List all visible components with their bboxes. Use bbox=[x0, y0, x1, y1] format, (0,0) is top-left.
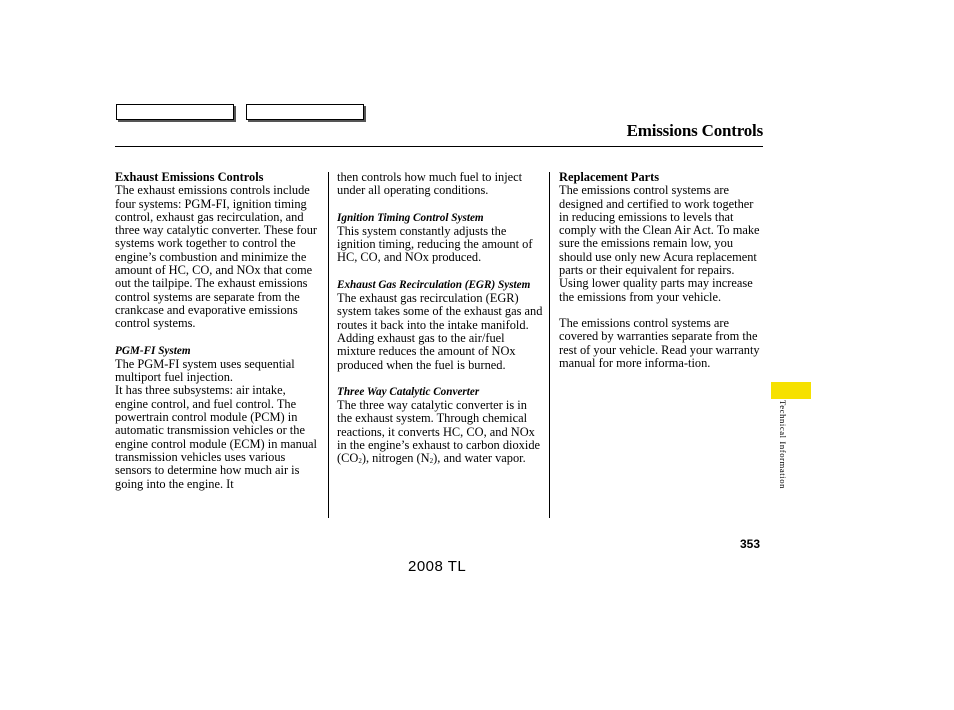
section-tab[interactable] bbox=[771, 382, 811, 399]
page-title: Emissions Controls bbox=[626, 121, 763, 140]
section-tab-label: Technical Information bbox=[778, 400, 788, 490]
replacement-parts-text-1: The emissions control systems are designed and certified to work together in reducing emissions to levels that comply with the Clean Air Act. To make sure the emissions remain low, you should use only new Acura replacement parts or their equivalent for repairs. Using lower quality parts may increase the emissions from your vehicle. bbox=[559, 183, 760, 304]
catalytic-converter-text bbox=[337, 399, 543, 468]
ignition-timing-text: This system constantly adjusts the ignition timing, reducing the amount of HC, CO, and NOx produced. bbox=[337, 223, 533, 265]
cat-subscript-2: 2 bbox=[429, 457, 434, 466]
catalytic-converter-heading: Three Way Catalytic Converter bbox=[337, 385, 480, 398]
column-divider-1 bbox=[328, 172, 329, 518]
cat-text-a: The three way catalytic converter is in the exhaust system. Through chemical reactions, it converts HC, CO, and NOx in the engine’s exhaust to carbon dioxide (CO bbox=[337, 398, 541, 466]
page-number: 353 bbox=[740, 537, 761, 551]
exhaust-emissions-text: The exhaust emissions controls include four systems: PGM-FI, ignition timing control, exhaust gas recirculation, and three way catalytic converter. These four systems work together to control the engine’s combustion and minimize the amount of HC, CO, and NOx that come out the tailpipe. The exhaust emissions control systems are separate from the crankcase and evaporative emissions control systems. bbox=[115, 183, 318, 331]
replacement-parts-text-2: The emissions control systems are covered by warranties separate from the rest of your vehicle. Read your warranty manual for more informa-tion. bbox=[559, 315, 760, 370]
nav-button-next[interactable] bbox=[246, 104, 364, 120]
pgmfi-text-1: The PGM-FI system uses sequential multiport fuel injection. bbox=[115, 356, 295, 385]
footer-model: 2008 TL bbox=[408, 558, 467, 575]
nav-button-previous[interactable] bbox=[116, 104, 234, 120]
cat-text-c: ), and water vapor. bbox=[433, 451, 526, 466]
pgmfi-heading: PGM-FI System bbox=[115, 344, 191, 357]
pgmfi-text-continued: then controls how much fuel to inject under all operating conditions. bbox=[337, 170, 523, 198]
egr-heading: Exhaust Gas Recirculation (EGR) System bbox=[337, 278, 531, 291]
column-divider-2 bbox=[549, 172, 550, 518]
column-2 bbox=[337, 171, 543, 469]
column-1 bbox=[115, 171, 320, 491]
cat-subscript-1: 2 bbox=[358, 457, 362, 466]
pgmfi-text-2: It has three subsystems: air intake, engine control, and fuel control. The powertrain control module (PCM) in automatic transmission vehicles or the engine control module (ECM) in manual transmission vehicles uses various sensors to determine how much air is going into the engine. It bbox=[115, 383, 317, 491]
replacement-parts-heading: Replacement Parts bbox=[559, 170, 660, 184]
ignition-timing-heading: Ignition Timing Control System bbox=[337, 211, 484, 224]
exhaust-emissions-heading: Exhaust Emissions Controls bbox=[115, 170, 264, 184]
egr-text: The exhaust gas recirculation (EGR) system takes some of the exhaust gas and routes it back into the intake manifold. Adding exhaust gas to the air/fuel mixture reduces the amount of NOx produced when the fuel is burned. bbox=[337, 291, 543, 372]
title-divider bbox=[115, 146, 763, 147]
column-3 bbox=[559, 171, 765, 370]
cat-text-b: ), nitrogen (N bbox=[361, 451, 430, 466]
